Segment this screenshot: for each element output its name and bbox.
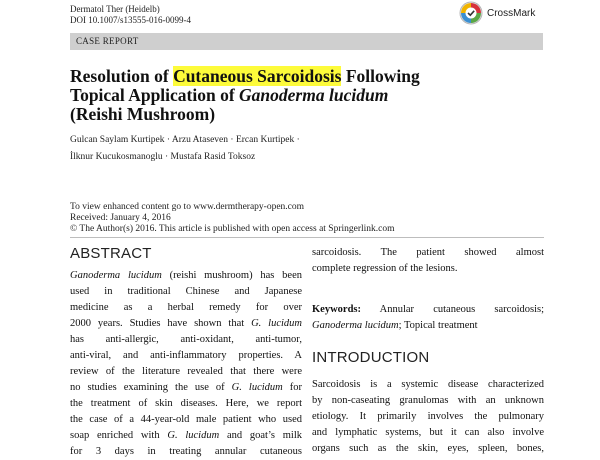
- abstract-line: Ganoderma lucidum (reishi mushroom) has been: [70, 270, 302, 281]
- intro-line: Sarcoidosis is a systemic disease characterized: [312, 379, 544, 390]
- abstract-line: used in traditional Chinese and Japanese: [70, 286, 302, 297]
- title-line-3: (Reishi Mushroom): [70, 104, 216, 124]
- title-line-1: Resolution of Cutaneous Sarcoidosis Following: [70, 66, 420, 86]
- abstract-line: 2000 years. Studies have shown that G. lucidum: [70, 318, 302, 329]
- abstract-line: the treatment of skin diseases. Here, we report: [70, 398, 302, 409]
- journal-name: Dermatol Ther (Heidelb): [70, 4, 160, 14]
- keywords: Keywords: Annular cutaneous sarcoidosis; Ganoderma lucidum; Topical treatment: [312, 304, 544, 331]
- title-species: Ganoderma lucidum: [239, 85, 389, 105]
- abstract-line: medicine as a herbal remedy for over: [70, 302, 302, 313]
- abstract-line: no studies examining the use of G. lucidum for: [70, 382, 302, 393]
- article-title: [70, 67, 540, 124]
- intro-line: organs such as the skin, eyes, spleen, bones,: [312, 443, 544, 454]
- crossmark-badge[interactable]: [459, 1, 535, 25]
- abstract-heading: ABSTRACT: [70, 245, 152, 262]
- article-type-bar: [70, 33, 543, 50]
- crossmark-icon: [459, 1, 483, 25]
- author-list: [70, 132, 300, 166]
- abstract-continuation: [312, 245, 544, 277]
- article-meta: [70, 202, 395, 235]
- introduction-heading: INTRODUCTION: [312, 349, 430, 366]
- introduction-body: [312, 377, 544, 457]
- copyright-notice: © The Author(s) 2016. This article is published with open access at Springerlink.com: [70, 224, 395, 234]
- author-line-1: Gulcan Saylam Kurtipek · Arzu Ataseven · Ercan Kurtipek ·: [70, 135, 300, 145]
- abstract-line: review of the literature revealed that there were: [70, 366, 302, 377]
- author-line-2: İlknur Kucukosmanoglu · Mustafa Rasid Toksoz: [70, 152, 256, 162]
- abstract-line: soap enriched with G. lucidum and goat’s milk: [70, 430, 302, 441]
- crossmark-label: CrossMark: [487, 7, 536, 19]
- abstract-line: sarcoidosis. The patient showed almost: [312, 247, 544, 258]
- abstract-line: anti-viral, and anti-inflammatory properties. A: [70, 350, 302, 361]
- search-highlight: Cutaneous Sarcoidosis: [173, 66, 342, 86]
- intro-line: and lymphatic systems, but it can also involve: [312, 427, 544, 438]
- keywords-label: Keywords:: [312, 304, 361, 315]
- journal-header: [70, 4, 191, 26]
- intro-line: etiology. It primarily involves the pulmonary: [312, 411, 544, 422]
- abstract-line: complete regression of the lesions.: [312, 263, 458, 274]
- abstract-body: [70, 268, 302, 460]
- intro-line: by non-caseating granulomas with an unknown: [312, 395, 544, 406]
- abstract-line: for 3 days in treating annular cutaneous: [70, 446, 302, 457]
- section-divider: [70, 237, 544, 238]
- doi: DOI 10.1007/s13555-016-0099-4: [70, 15, 191, 25]
- title-line-2: Topical Application of Ganoderma lucidum: [70, 85, 389, 105]
- abstract-line: the case of a 44-year-old male patient who used: [70, 414, 302, 425]
- enhanced-content-link[interactable]: To view enhanced content go to www.dermtherapy-open.com: [70, 202, 305, 212]
- abstract-line: has anti-allergic, anti-oxidant, anti-tumor,: [70, 334, 302, 345]
- article-type-label: CASE REPORT: [76, 36, 139, 46]
- received-date: Received: January 4, 2016: [70, 213, 171, 223]
